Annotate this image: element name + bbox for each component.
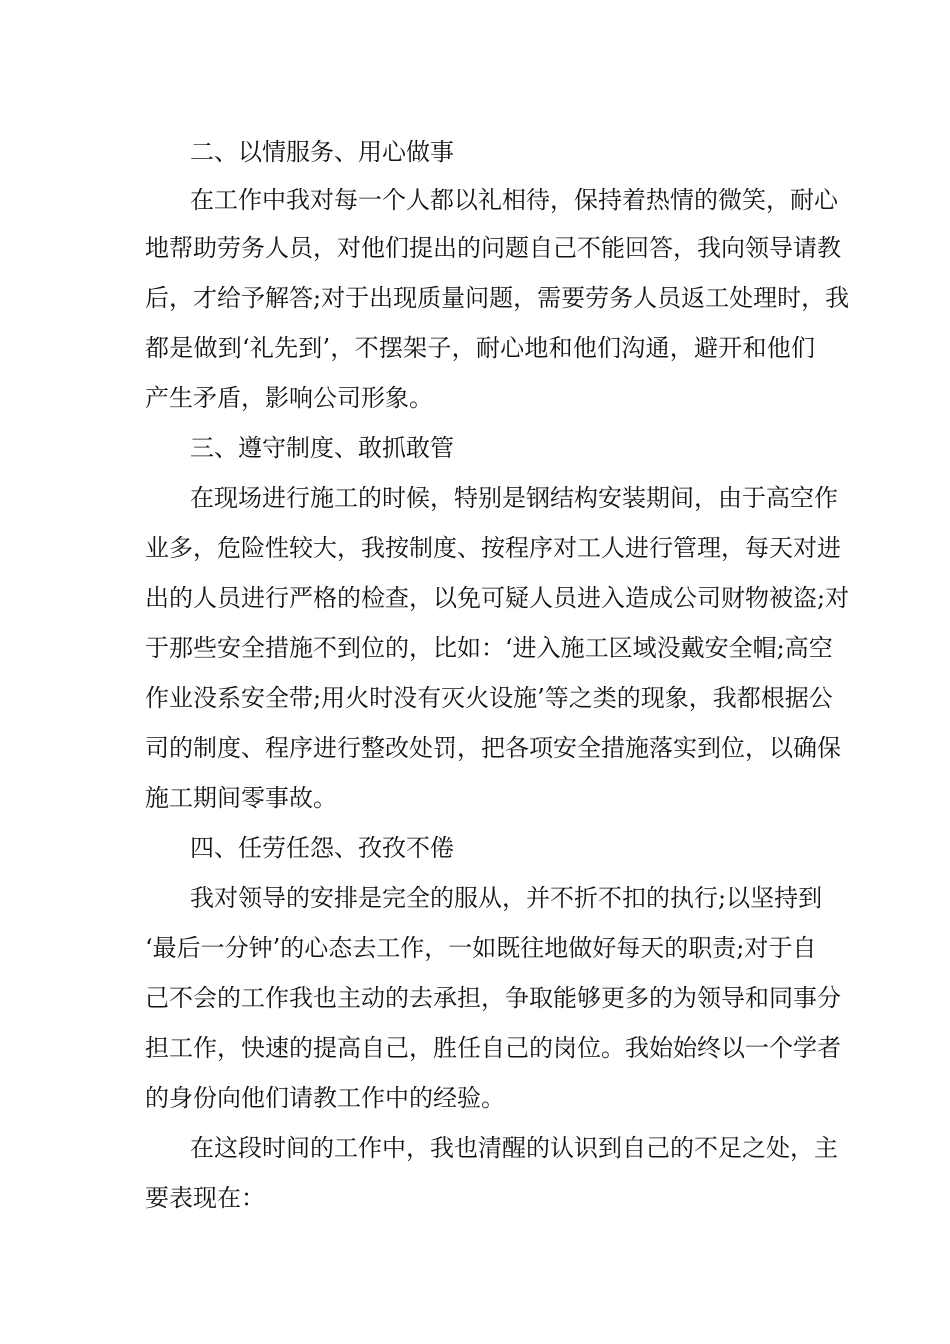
paragraph-line: 于那些安全措施不到位的，比如：‘进入施工区域没戴安全帽;高空 [145,634,833,662]
paragraph-line: 产生矛盾，影响公司形象。 [145,384,433,412]
paragraph-line: 在工作中我对每一个人都以礼相待，保持着热情的微笑，耐心 [190,186,838,214]
paragraph-line: 的身份向他们请教工作中的经验。 [145,1084,505,1112]
paragraph-line: 作业没系安全带;用火时没有灭火设施’等之类的现象，我都根据公 [145,684,833,712]
paragraph-line: 我对领导的安排是完全的服从，并不折不扣的执行;以坚持到 [190,884,823,912]
paragraph-line: 在这段时间的工作中，我也清醒的认识到自己的不足之处，主 [190,1134,838,1162]
section-heading-3: 三、遵守制度、敢抓敢管 [190,434,454,462]
paragraph-line: 己不会的工作我也主动的去承担，争取能够更多的为领导和同事分 [145,984,841,1012]
paragraph-line: 后，才给予解答;对于出现质量问题，需要劳务人员返工处理时，我 [145,284,850,312]
paragraph-line: 施工期间零事故。 [145,784,337,812]
section-heading-2: 二、以情服务、用心做事 [190,138,454,166]
paragraph-line: 司的制度、程序进行整改处罚，把各项安全措施落实到位，以确保 [145,734,841,762]
paragraph-line: 要表现在： [145,1184,265,1212]
paragraph-line: ‘最后一分钟’的心态去工作，一如既往地做好每天的职责;对于自 [145,934,817,962]
paragraph-line: 业多，危险性较大，我按制度、按程序对工人进行管理，每天对进 [145,534,841,562]
paragraph-line: 都是做到‘礼先到’，不摆架子，耐心地和他们沟通，避开和他们 [145,334,815,362]
paragraph-line: 出的人员进行严格的检查，以免可疑人员进入造成公司财物被盗;对 [145,584,850,612]
paragraph-line: 地帮助劳务人员，对他们提出的问题自己不能回答，我向领导请教 [145,234,841,262]
paragraph-line: 担工作，快速的提高自己，胜任自己的岗位。我始始终以一个学者 [145,1034,841,1062]
section-heading-4: 四、任劳任怨、孜孜不倦 [190,834,454,862]
paragraph-line: 在现场进行施工的时候，特别是钢结构安装期间，由于高空作 [190,484,838,512]
